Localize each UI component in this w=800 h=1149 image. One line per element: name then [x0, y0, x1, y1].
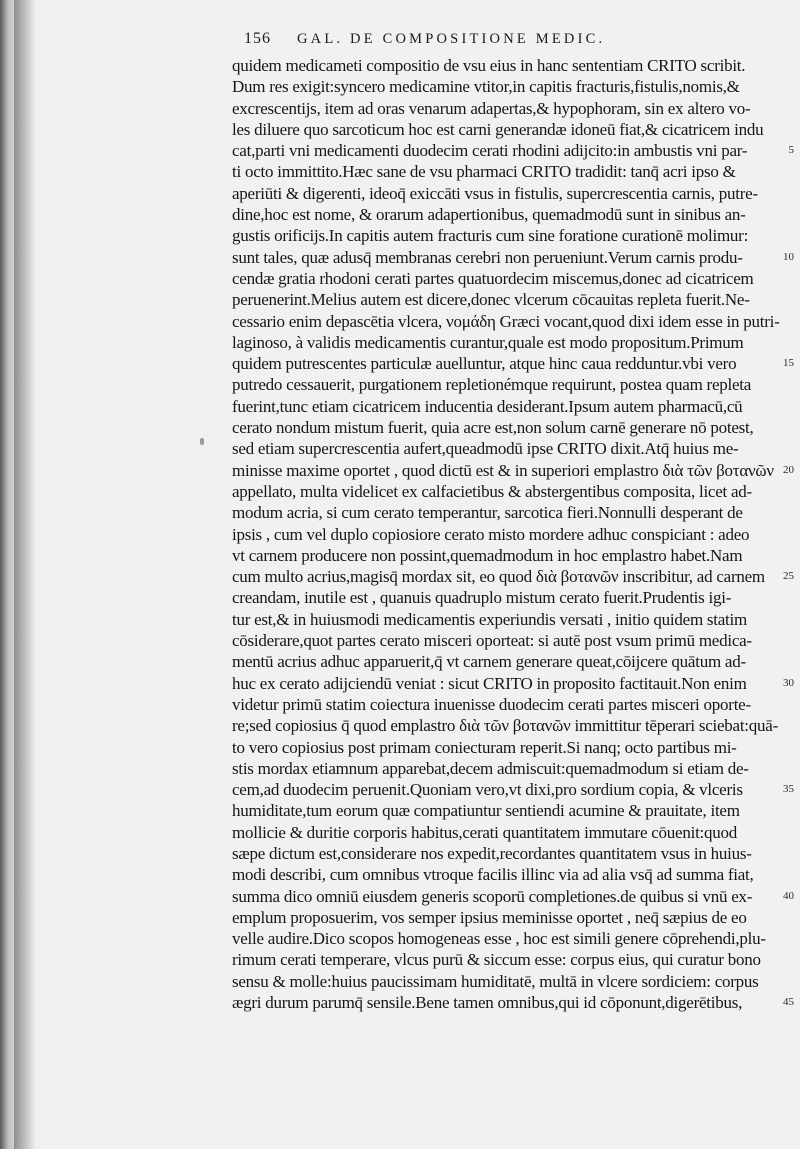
text-line: gustis orificijs.In capitis autem fracturis cum sine foratione curationē molimur: [232, 226, 749, 246]
text-line: Dum res exigit:syncero medicamine vtitor,in capitis fracturis,fistulis,nomis,& [232, 77, 740, 97]
book-page [14, 0, 800, 1149]
text-line: les diluere quo sarcoticum hoc est carni generandæ idoneū fiat,& cicatricem indu [232, 119, 764, 139]
line-number: 20 [783, 463, 794, 476]
text-line: sæpe dictum est,considerare nos expedit,recordantes quantitatem vsus in huius- [232, 843, 752, 863]
text-line: cum multo acrius,magisq̄ mordax sit, eo quod διὰ βοτανῶν inscribitur, ad carnem [232, 567, 765, 587]
text-line: modum acria, si cum cerato temperantur, sarcotica fieri.Nonnulli desperant de [232, 503, 743, 523]
text-line: cessario enim depascētia vlcera, νομάδη Græci vocant,quod dixi idem esse in putri- [232, 311, 780, 331]
text-line: cōsiderare,quot partes cerato misceri oporteat: si autē post vsum primū medica- [232, 631, 752, 651]
text-line: stis mordax etiamnum apparebat,decem admiscuit:quemadmodum si etiam de- [232, 758, 749, 778]
text-line: excrescentijs, item ad oras venarum adapertas,& hypophoram, sin ex altero vo- [232, 98, 751, 118]
text-line: humiditate,tum eorum quæ compatiuntur sentiendi acumine & prauitate, item [232, 801, 740, 821]
text-line: summa dico omniū eiusdem generis scoporū completiones.de quibus si vnū ex- [232, 886, 753, 906]
text-line: appellato, multa videlicet ex calfacietibus & abstergentibus composita, licet ad- [232, 481, 752, 501]
text-line: aperiūti & digerenti, ideoq̄ exiccāti vsus in fistulis, supercrescentia carnis, putre- [232, 183, 758, 203]
text-line: ti octo immittito.Hæc sane de vsu pharmaci CRITO tradidit: tanq̄ acri ipso & [232, 162, 736, 182]
text-line: sunt tales, quæ adusq̄ membranas cerebri non perueniunt.Verum carnis produ- [232, 247, 743, 267]
text-line: laginoso, à validis medicamentis curantur,quale est modo propositum.Primum [232, 332, 744, 352]
text-line: dine,hoc est nome, & orarum adapertionibus, quemadmodū sunt in sinibus an- [232, 205, 746, 225]
text-line: velle audire.Dico scopos homogeneas esse , hoc est simili genere cōprehendi,plu- [232, 929, 766, 949]
line-number: 15 [783, 357, 794, 370]
text-line: cerato nondum mistum fuerit, quia acre est,non solum carnē generare nō potest, [232, 418, 754, 438]
text-line: minisse maxime oportet , quod dictū est & in superiori emplastro διὰ τῶν βοτανῶν [232, 460, 774, 480]
line-number: 25 [783, 570, 794, 583]
text-line: emplum proposuerim, vos semper ipsius meminisse oportet , neq̄ sæpius de eo [232, 907, 747, 927]
text-line: cem,ad duodecim peruenit.Quoniam vero,vt dixi,pro sordium copia, & vlceris [232, 780, 743, 800]
text-line: cendæ gratia rhodoni cerati partes quatuordecim miscemus,donec ad cicatricem [232, 268, 754, 288]
text-line: ipsis , cum vel duplo copiosiore cerato misto mordere adhuc conspiciant : adeo [232, 524, 750, 544]
text-line: mentū acrius adhuc apparuerit,q̄ vt carnem generare queat,cōijcere quātum ad- [232, 652, 746, 672]
running-head: GAL. DE COMPOSITIONE MEDIC. [297, 31, 606, 47]
text-line: quidem putrescentes particulæ auelluntur, atque hinc caua redduntur.vbi vero [232, 354, 737, 374]
text-line: rimum cerati temperare, vlcus purū & siccum esse: corpus eius, qui curatur bono [232, 950, 761, 970]
text-line: vt carnem producere non possint,quemadmodum in hoc emplastro habet.Nam [232, 545, 743, 565]
text-line: to vero copiosius post primam coniecturam reperit.Si nanq; octo partibus mi- [232, 737, 737, 757]
body-text-block [232, 55, 780, 1013]
text-line: fuerint,tunc etiam cicatricem inducentia desiderant.Ipsum autem pharmacū,cū [232, 396, 743, 416]
text-line: sed etiam supercrescentia aufert,queadmodū ipse CRITO dixit.Atq̄ huius me- [232, 439, 739, 459]
text-line: creandam, inutile est , quanuis quadruplo mistum cerato fuerit.Prudentis igi- [232, 588, 732, 608]
text-line: peruenerint.Melius autem est dicere,donec vlcerum cōcauitas repleta fuerit.Ne- [232, 290, 750, 310]
ink-speck [200, 438, 204, 445]
line-number: 5 [788, 144, 794, 157]
text-line: ægri durum parumq̄ sensile.Bene tamen omnibus,qui id cōponunt,digerētibus, [232, 993, 743, 1013]
text-line: tur est,& in huiusmodi medicamentis experiundis versati , initio quidem statim [232, 609, 747, 629]
line-number: 10 [783, 250, 794, 263]
line-number: 45 [783, 996, 794, 1009]
line-number: 40 [783, 889, 794, 902]
text-line: modi describi, cum omnibus vtroque facilis illinc via ad alia vsq̄ ad summa fiat, [232, 865, 754, 885]
text-line: videtur primū statim coiectura inuenisse duodecim cerati partes misceri oporte- [232, 694, 751, 714]
text-line: re;sed copiosius q̄ quod emplastro διὰ τῶν βοτανῶν immittitur tēperari sciebat:quā- [232, 716, 778, 736]
gutter-shadow [14, 0, 36, 1149]
page-header [14, 30, 800, 52]
text-line: putredo cessauerit, purgationem repletionémque requirunt, postea quam repleta [232, 375, 752, 395]
text-line: quidem medicameti compositio de vsu eius in hanc sententiam CRITO scribit. [232, 56, 746, 75]
text-line: sensu & molle:huius paucissimam humiditatē, multā in vlcere sordiciem: corpus [232, 971, 759, 991]
line-number: 30 [783, 676, 794, 689]
text-line: mollicie & duritie corporis habitus,cerati quantitatem immutare cōuenit:quod [232, 822, 738, 842]
line-number: 35 [783, 783, 794, 796]
folio-number: 156 [244, 30, 271, 47]
text-line: huc ex cerato adijciendū veniat : sicut CRITO in proposito factitauit.Non enim [232, 673, 747, 693]
text-line: cat,parti vni medicamenti duodecim cerati rhodini adijcito:in ambustis vni par- [232, 141, 748, 161]
